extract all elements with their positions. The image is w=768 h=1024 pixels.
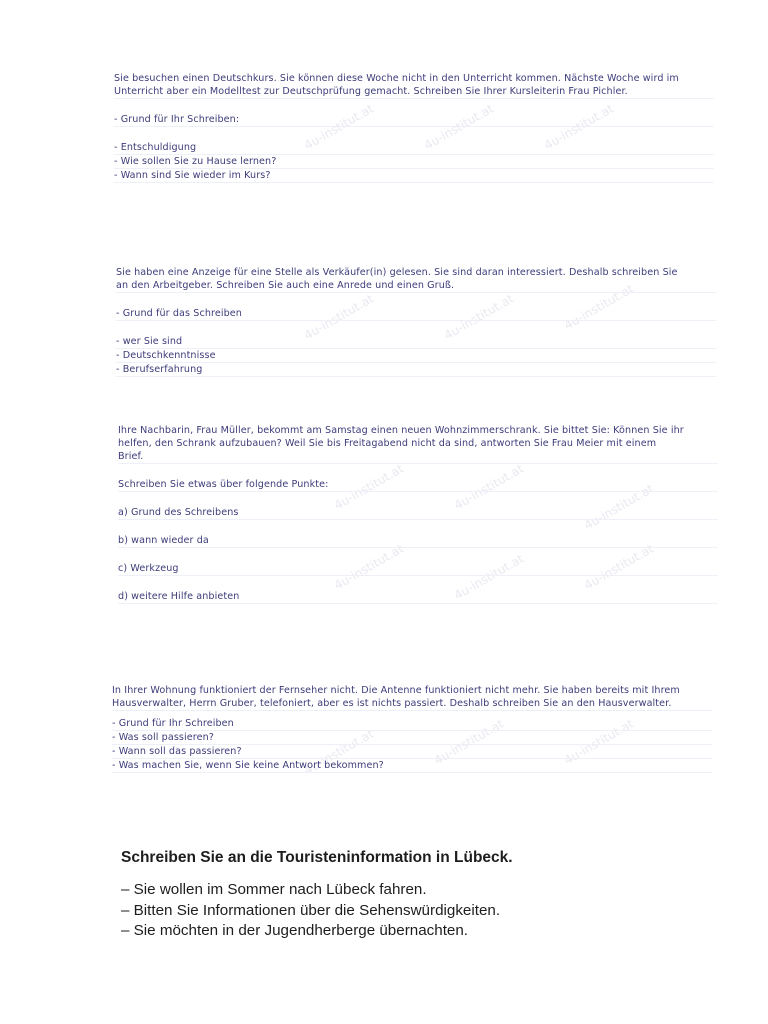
task-point: - Was soll passieren?	[112, 731, 712, 745]
task-prompt-line: In Ihrer Wohnung funktioniert der Fernseher nicht. Die Antenne funktioniert nicht mehr. Sie haben bereits mit Ihrem	[112, 685, 680, 696]
task-point: - wer Sie sind	[116, 335, 716, 349]
watermark: 4u-institut.at	[581, 481, 656, 533]
task-prompt-line: Hausverwalter, Herrn Gruber, telefoniert, aber es ist nichts passiert. Deshalb schreiben Sie an den Hausverwalter.	[112, 697, 712, 711]
task-point: - Wann soll das passieren?	[112, 745, 712, 759]
watermark: 4u-institut.at	[331, 461, 406, 513]
task-intro: - Grund für Ihr Schreiben:	[114, 113, 714, 127]
watermark: 4u-institut.at	[301, 101, 376, 153]
task-intro: - Grund für das Schreiben	[116, 307, 716, 321]
task-4	[112, 684, 712, 773]
task-point: - Wie sollen Sie zu Hause lernen?	[114, 155, 714, 169]
task-point: – Sie wollen im Sommer nach Lübeck fahren.	[121, 881, 427, 898]
task-point: - Was machen Sie, wenn Sie keine Antwort bekommen?	[112, 759, 712, 773]
watermark: 4u-institut.at	[451, 461, 526, 513]
watermark: 4u-institut.at	[581, 541, 656, 593]
watermark: 4u-institut.at	[561, 716, 636, 768]
task-prompt-line: Sie besuchen einen Deutschkurs. Sie können diese Woche nicht in den Unterricht kommen. Nächste Woche wird im	[114, 73, 679, 84]
watermark: 4u-institut.at	[431, 716, 506, 768]
task-title: Schreiben Sie an die Touristeninformation in Lübeck.	[121, 849, 513, 866]
task-prompt-line: Brief.	[118, 450, 718, 464]
task-1	[114, 72, 714, 183]
task-prompt-line: Unterricht aber ein Modelltest zur Deutschprüfung gemacht. Schreiben Sie Ihrer Kursleiterin Frau Pichler.	[114, 85, 714, 99]
task-3	[118, 424, 718, 604]
watermark: 4u-institut.at	[451, 551, 526, 603]
task-prompt-line: an den Arbeitgeber. Schreiben Sie auch eine Anrede und einen Gruß.	[116, 279, 716, 293]
task-point: – Bitten Sie Informationen über die Sehenswürdigkeiten.	[121, 901, 501, 919]
task-point: – Sie möchten in der Jugendherberge übernachten.	[121, 922, 469, 939]
task-point: - Deutschkenntnisse	[116, 349, 716, 363]
watermark: 4u-institut.at	[421, 101, 496, 153]
task-5	[121, 848, 681, 942]
watermark: 4u-institut.at	[331, 541, 406, 593]
task-point: b) wann wieder da	[118, 534, 718, 548]
watermark: 4u-institut.at	[301, 726, 376, 778]
task-point: c) Werkzeug	[118, 562, 718, 576]
watermark: 4u-institut.at	[541, 101, 616, 153]
task-prompt-line: Ihre Nachbarin, Frau Müller, bekommt am Samstag einen neuen Wohnzimmerschrank. Sie bittet Sie: Können Sie ihr	[118, 425, 684, 436]
task-point: - Grund für Ihr Schreiben	[112, 717, 712, 731]
task-2	[116, 266, 716, 377]
task-intro: Schreiben Sie etwas über folgende Punkte:	[118, 478, 718, 492]
watermark: 4u-institut.at	[441, 291, 516, 343]
task-point: d) weitere Hilfe anbieten	[118, 590, 718, 604]
task-point: - Wann sind Sie wieder im Kurs?	[114, 169, 714, 183]
task-prompt-line: Sie haben eine Anzeige für eine Stelle als Verkäufer(in) gelesen. Sie sind daran interessiert. Deshalb schreiben Sie	[116, 267, 678, 278]
task-prompt-line: helfen, den Schrank aufzubauen? Weil Sie bis Freitagabend nicht da sind, antworten Sie Frau Meier mit einem	[118, 438, 657, 449]
task-point: - Entschuldigung	[114, 141, 714, 155]
task-point: - Berufserfahrung	[116, 363, 716, 377]
task-point: a) Grund des Schreibens	[118, 506, 718, 520]
watermark: 4u-institut.at	[561, 281, 636, 333]
watermark: 4u-institut.at	[301, 291, 376, 343]
